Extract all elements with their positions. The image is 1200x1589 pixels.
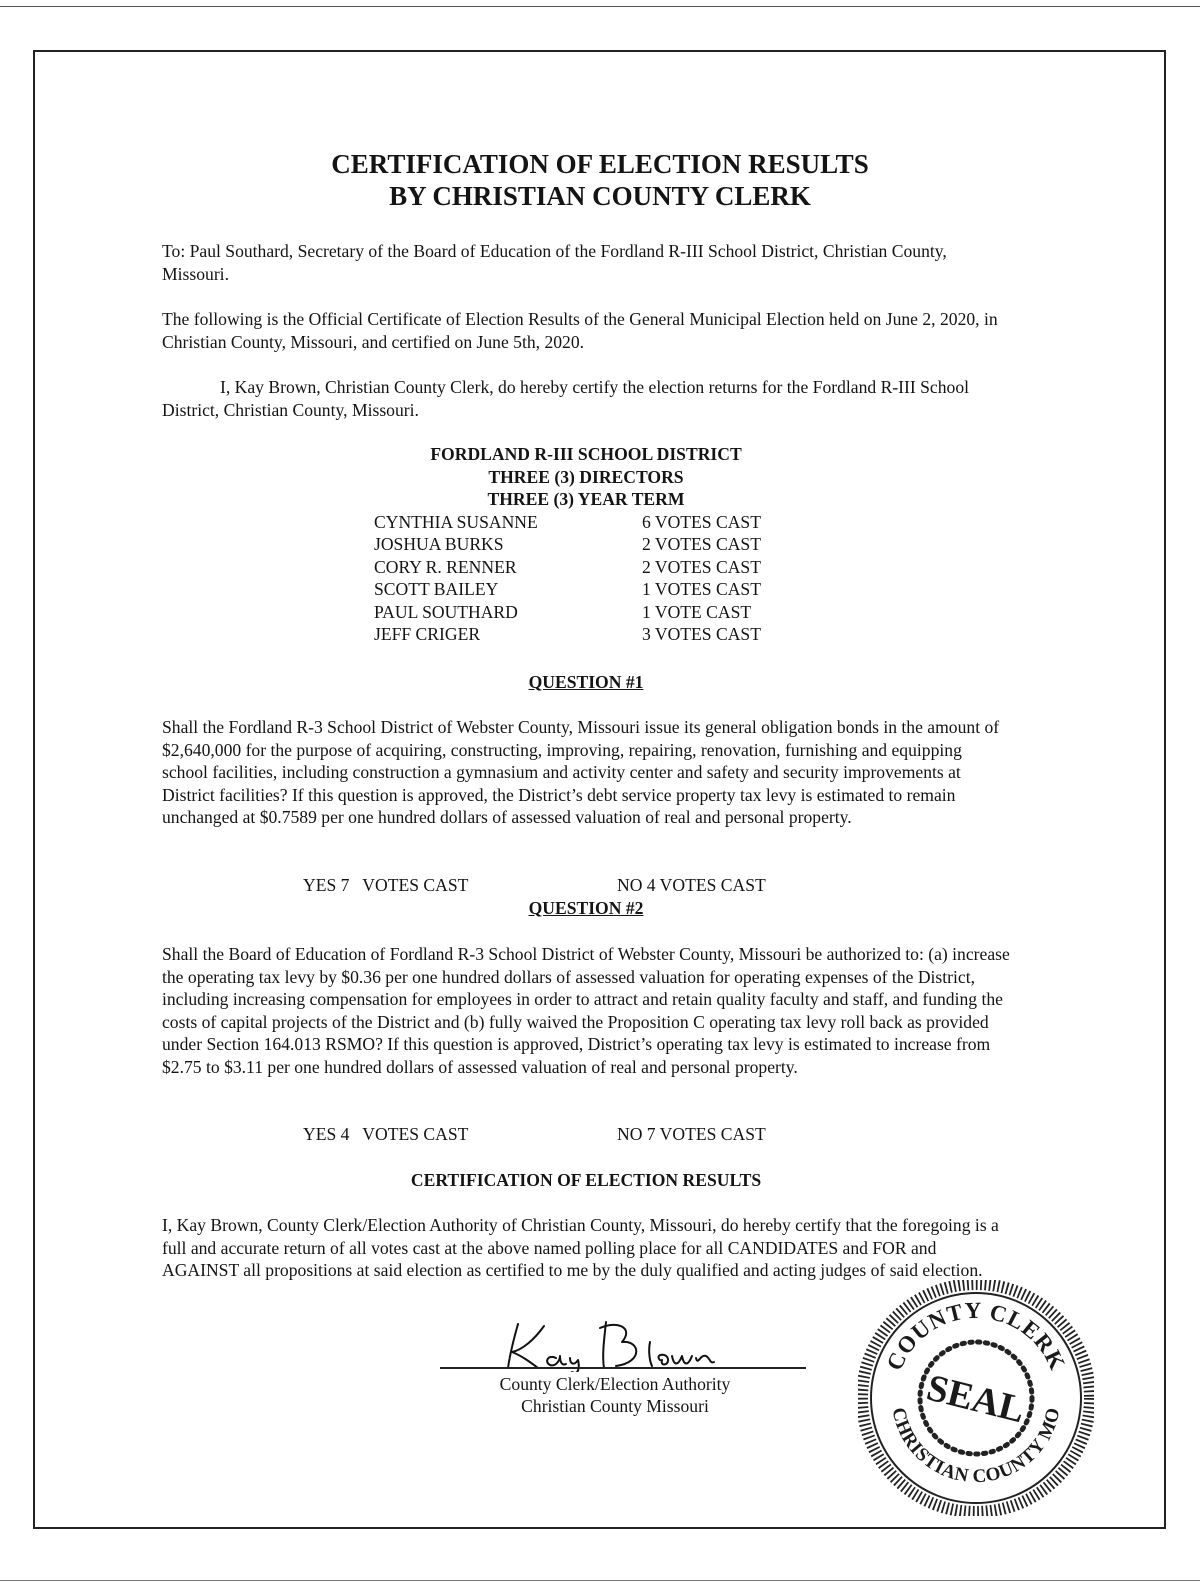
candidate-votes: 3 VOTES CAST <box>642 624 761 644</box>
certification-text: I, Kay Brown, County Clerk/Election Authority of Christian County, Missouri, do hereby certify that the foregoing is a full and accurate return of all votes cast at the above named polling place for all CANDIDATES and FOR and AGAINST all propositions at said election as certified to me by the duly qualified and acting judges of said election. <box>162 1215 999 1280</box>
question-2-heading: QUESTION #2 <box>528 898 644 918</box>
race-heading-term: THREE (3) YEAR TERM <box>487 489 685 509</box>
candidate-name: CORY R. RENNER <box>374 557 517 577</box>
kay-brown-signature <box>500 1318 730 1372</box>
candidate-votes: 2 VOTES CAST <box>642 534 761 554</box>
race-heading-directors: THREE (3) DIRECTORS <box>488 467 684 487</box>
seal-top-text: COUNTY CLERK <box>881 1297 1071 1375</box>
seal-bottom-text: CHRISTIAN COUNTY MO <box>887 1405 1065 1488</box>
candidate-name: JOSHUA BURKS <box>374 534 504 554</box>
candidate-name: CYNTHIA SUSANNE <box>374 512 538 532</box>
county-clerk-seal <box>858 1280 1094 1516</box>
candidate-votes: 1 VOTES CAST <box>642 579 761 599</box>
clerk-certify-paragraph: I, Kay Brown, Christian County Clerk, do hereby certify the election returns for the Fordland R-III School District, Christian County, Missouri. <box>162 377 970 420</box>
race-heading-district: FORDLAND R-III SCHOOL DISTRICT <box>430 444 742 464</box>
document-title-line-2: BY CHRISTIAN COUNTY CLERK <box>389 181 811 211</box>
seal-center-text: SEAL <box>922 1366 1030 1432</box>
candidate-votes: 6 VOTES CAST <box>642 512 761 532</box>
question-1-text: Shall the Fordland R-3 School District of Webster County, Missouri issue its general obligation bonds in the amount of $2,640,000 for the purpose of acquiring, constructing, improving, repairing, renovation, furnishing and equipping school facilities, including construction a gymnasium and activity center and safety and security improvements at District facilities? If this question is approved, the District’s debt service property tax levy is estimated to remain unchanged at $0.7589 per one hundred dollars of assessed valuation of real and personal property. <box>162 717 1000 827</box>
question-2-text: Shall the Board of Education of Fordland R-3 School District of Webster County, Missouri be authorized to: (a) increase the operating tax levy by $0.36 per one hundred dollars of assessed valuation for operating expenses of the District, including increasing compensation for employees in order to attract and retain quality faculty and staff, and funding the costs of capital projects of the District and (b) fully waived the Proposition C operating tax levy roll back as provided under Section 164.013 RSMO? If this question is approved, District’s operating tax levy is estimated to increase from $2.75 to $3.11 per one hundred dollars of assessed valuation of real and personal property. <box>162 944 1010 1077</box>
question-1-no-votes: NO 4 VOTES CAST <box>617 875 766 895</box>
question-1-heading: QUESTION #1 <box>528 672 644 692</box>
signature-line <box>440 1367 806 1369</box>
scan-bottom-edge-line <box>0 1580 1200 1581</box>
signature-caption-title: County Clerk/Election Authority <box>499 1374 731 1394</box>
candidate-name: SCOTT BAILEY <box>374 579 499 599</box>
candidate-name: JEFF CRIGER <box>374 624 481 644</box>
signature-caption-county: Christian County Missouri <box>521 1396 709 1416</box>
addressee-paragraph: To: Paul Southard, Secretary of the Board of Education of the Fordland R-III School District, Christian County, Missouri. <box>162 241 947 284</box>
question-2-yes-votes: YES 4 VOTES CAST <box>303 1124 469 1144</box>
scan-top-edge-line <box>0 6 1200 7</box>
question-1-yes-votes: YES 7 VOTES CAST <box>303 875 469 895</box>
candidate-votes: 2 VOTES CAST <box>642 557 761 577</box>
candidate-name: PAUL SOUTHARD <box>374 602 518 622</box>
document-title-line-1: CERTIFICATION OF ELECTION RESULTS <box>331 149 869 179</box>
certification-heading: CERTIFICATION OF ELECTION RESULTS <box>410 1170 762 1190</box>
candidate-votes: 1 VOTE CAST <box>642 602 752 622</box>
question-2-no-votes: NO 7 VOTES CAST <box>617 1124 766 1144</box>
svg-text:COUNTY CLERK <box>882 1298 1071 1374</box>
intro-paragraph: The following is the Official Certificate of Election Results of the General Municipal Election held on June 2, 2020, in Christian County, Missouri, and certified on June 5th, 2020. <box>162 309 998 352</box>
